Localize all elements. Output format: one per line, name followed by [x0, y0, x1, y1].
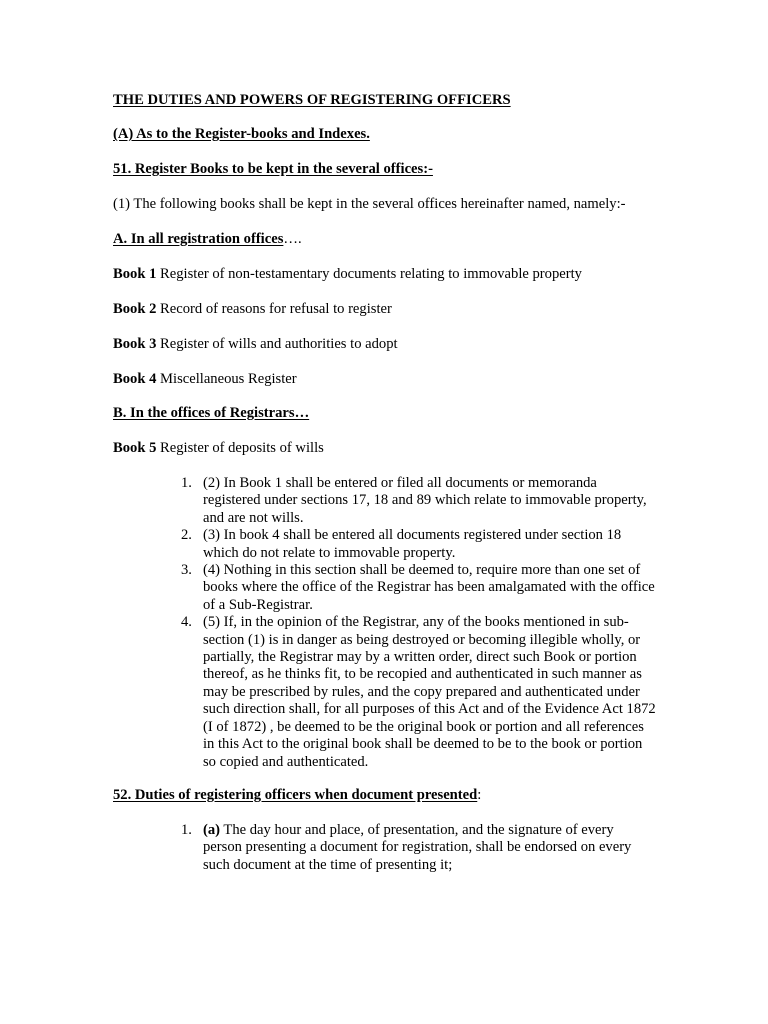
book-label: Book 4 [113, 371, 157, 387]
list-number: 4. [181, 614, 192, 631]
list-item [181, 822, 656, 874]
list-item-text: (3) In book 4 shall be entered all documents registered under section 18 which do not relate to immovable property. [203, 527, 622, 561]
list-item [181, 475, 656, 527]
book-entry [113, 336, 398, 354]
section-52-suffix: : [477, 787, 482, 803]
book-description: Register of wills and authorities to adopt [160, 336, 398, 352]
group-a-heading [113, 231, 302, 249]
book-entry [113, 301, 392, 319]
document-title [113, 92, 511, 110]
list-item [181, 527, 656, 562]
list-item-text: (2) In Book 1 shall be entered or filed all documents or memoranda registered under sections 17, 18 and 89 which relate to immovable property, and are not wills. [203, 475, 647, 526]
section-52-heading-text: 52. Duties of registering officers when document presented [113, 787, 478, 803]
list-item-text: (4) Nothing in this section shall be deemed to, require more than one set of books where the office of the Registrar has been amalgamated with the office of a Sub-Registrar. [203, 562, 655, 613]
group-b-heading-text: B. In the offices of Registrars… [113, 405, 310, 421]
list-item [181, 614, 656, 771]
book-entry [113, 266, 582, 284]
book-label: Book 1 [113, 266, 157, 282]
group-b-heading [113, 405, 309, 423]
clause-label: (a) [203, 822, 221, 838]
list-item-text [203, 822, 656, 874]
book-entry [113, 440, 324, 458]
section-52-heading [113, 787, 481, 805]
subheading-register-books [113, 126, 370, 144]
section-51-numbered-list [181, 475, 656, 771]
book-label: Book 3 [113, 336, 157, 352]
title-text: THE DUTIES AND POWERS OF REGISTERING OFFICERS [113, 92, 511, 108]
section-51-clause-1 [113, 196, 626, 214]
book-description: Record of reasons for refusal to register [160, 301, 392, 317]
list-number: 3. [181, 562, 192, 579]
section-51-heading [113, 161, 433, 179]
list-number: 1. [181, 822, 192, 838]
list-number: 1. [181, 475, 192, 491]
group-a-suffix: …. [283, 231, 302, 247]
clause-1-text: (1) The following books shall be kept in the several offices hereinafter named, namely:- [113, 196, 626, 212]
book-description: Register of deposits of wills [160, 440, 324, 456]
list-item-text: (5) If, in the opinion of the Registrar, any of the books mentioned in sub-section (1) is in danger as being destroyed or becoming illegible wholly, or partially, the Registrar may by a written order, direct such Book or portion thereof, as he thinks fit, to be recopied and authenticated in such manner as may be prescribed by rules, and the copy prepared and authenticated under such direction shall, for all purposes of this Act and of the Evidence Act 1872 (I of 1872) , be deemed to be the original book or portion and all references in this Act to the original book shall be deemed to be to the book or portion so copied and authenticated. [203, 614, 656, 770]
book-label: Book 2 [113, 301, 157, 317]
book-label: Book 5 [113, 440, 157, 456]
subheading-a-text: (A) As to the Register-books and Indexes. [113, 126, 370, 142]
clause-text: The day hour and place, of presentation, and the signature of every person presenting a document for registration, shall be endorsed on every such document at the time of presenting it; [203, 822, 632, 873]
book-entry [113, 371, 297, 389]
group-a-heading-text: A. In all registration offices [113, 231, 284, 247]
book-description: Miscellaneous Register [160, 371, 297, 387]
list-number: 2. [181, 527, 192, 544]
book-description: Register of non-testamentary documents relating to immovable property [160, 266, 582, 282]
list-item [181, 562, 656, 614]
section-51-heading-text: 51. Register Books to be kept in the several offices:- [113, 161, 433, 177]
section-52-numbered-list [181, 822, 656, 874]
